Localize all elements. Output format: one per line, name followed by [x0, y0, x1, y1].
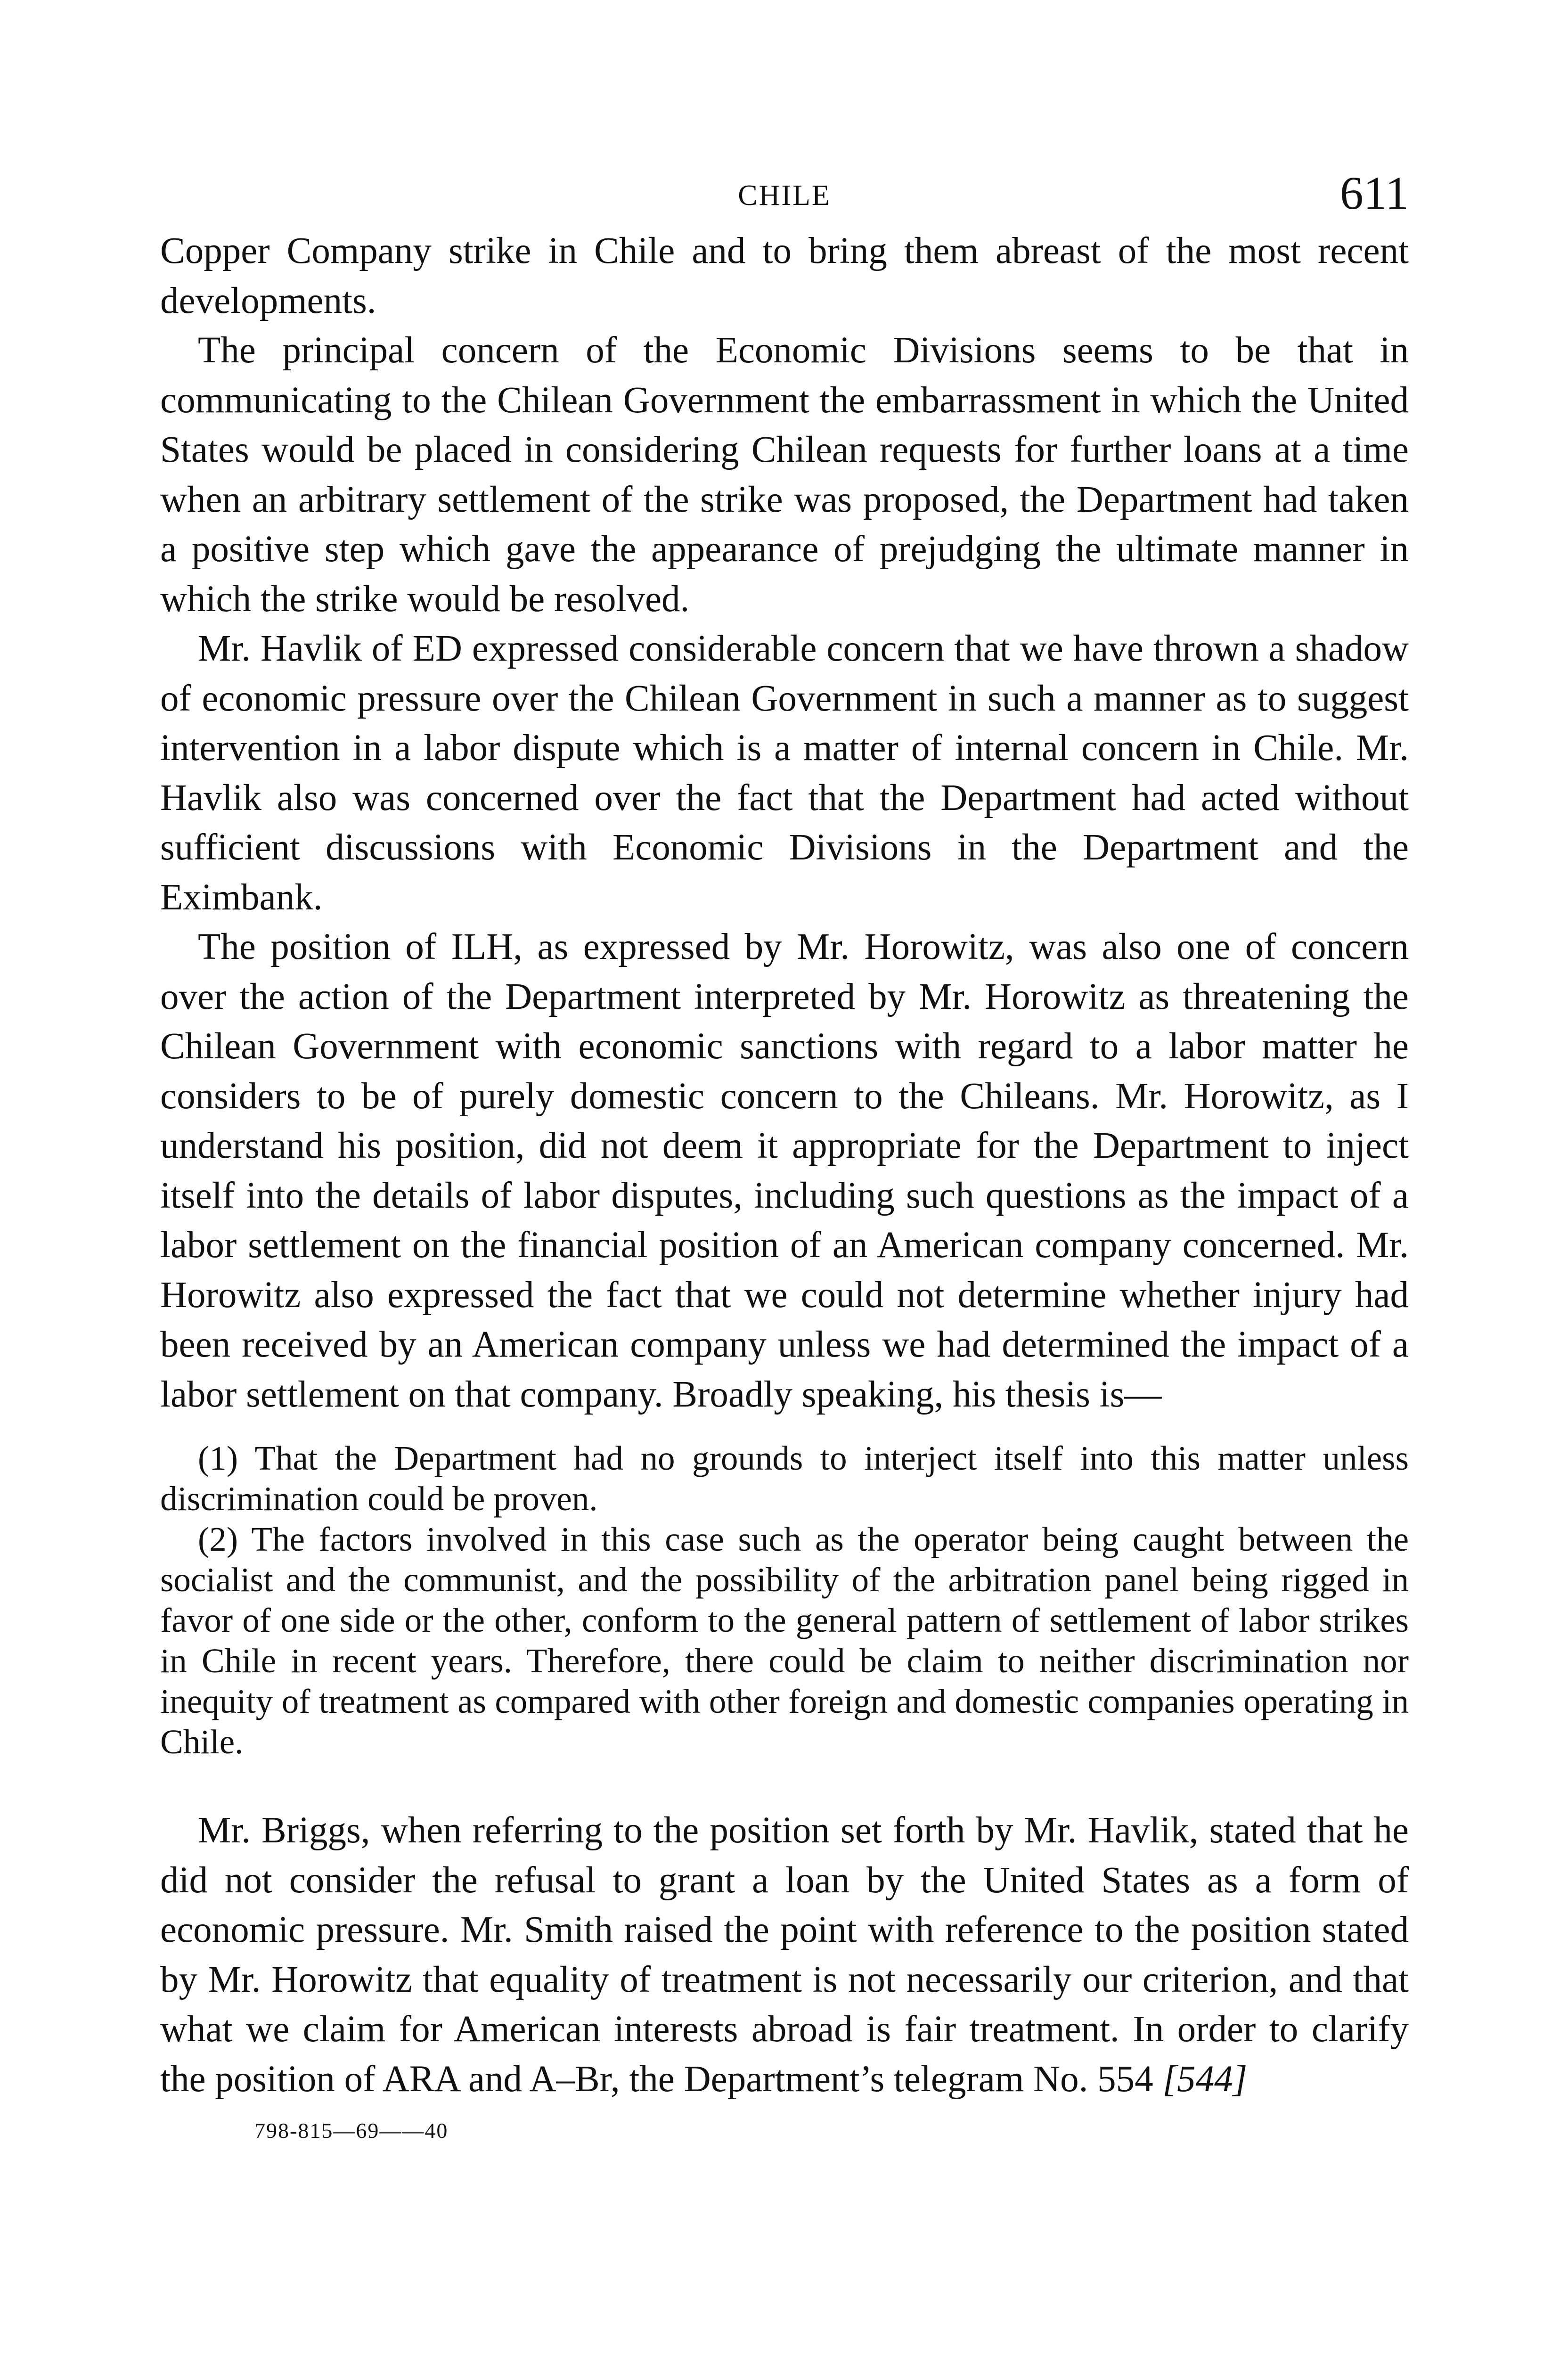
quoted-points [160, 1438, 1409, 1762]
paragraph-continuation: Copper Company strike in Chile and to bring them abreast of the most recent developments. [160, 230, 1409, 321]
closing-section [160, 1806, 1409, 2104]
quoted-point-1: (1) That the Department had no grounds to interject itself into this matter unless discrimination could be proven. [160, 1439, 1409, 1518]
bracketed-telegram-note: [544] [1162, 2058, 1248, 2100]
page-number: 611 [1339, 167, 1409, 219]
paragraph-horowitz: The position of ILH, as expressed by Mr. Horowitz, was also one of concern over the action of the Department interpreted by Mr. Horowitz as threatening the Chilean Government with economic sanctions with regard to a labor matter he considers to be of purely domestic concern to the Chileans. Mr. Horowitz, as I understand his position, did not deem it appropriate for the Department to inject itself into the details of labor disputes, including such questions as the impact of a labor settlement on the financial position of an American company concerned. Mr. Horowitz also expressed the fact that we could not determine whether injury had been received by an American company unless we had determined the impact of a labor settlement on that company. Broadly speaking, his thesis is— [160, 926, 1409, 1415]
paragraph-briggs-text: Mr. Briggs, when referring to the position set forth by Mr. Havlik, stated that he did not consider the refusal to grant a loan by the United States as a form of economic pressure. Mr. Smith raised the point with reference to the position stated by Mr. Horowitz that equality of treatment is not necessarily our criterion, and that what we claim for American interests abroad is fair treatment. In order to clarify the position of ARA and A–Br, the Department’s telegram No. 554 [160, 1810, 1409, 2100]
paragraph-havlik: Mr. Havlik of ED expressed considerable concern that we have thrown a shadow of economic pressure over the Chilean Government in such a manner as to suggest intervention in a labor dispute which is a matter of internal concern in Chile. Mr. Havlik also was concerned over the fact that the Department had acted without sufficient discussions with Economic Divisions in the Department and the Eximbank. [160, 628, 1409, 918]
quoted-point-2: (2) The factors involved in this case such as the operator being caught between the socialist and the communist, and the possibility of the arbitration panel being rigged in favor of one side or the other, conform to the general pattern of settlement of labor strikes in Chile in recent years. Therefore, there could be claim to neither discrimination nor inequity of treatment as compared with other foreign and domestic companies operating in Chile. [160, 1520, 1409, 1761]
running-head [160, 155, 1409, 226]
paragraph-briggs [160, 1806, 1409, 2104]
paragraph-economic-divisions: The principal concern of the Economic Divisions seems to be that in communicating to the Chilean Government the embarrassment in which the United States would be placed in considering Chilean requests for further loans at a time when an arbitrary settlement of the strike was proposed, the Department had taken a positive step which gave the appearance of prejudging the ultimate manner in which the strike would be resolved. [160, 330, 1409, 620]
print-code: 798-815—69——40 [254, 2119, 449, 2143]
body-text [160, 226, 1409, 1419]
document-page [160, 155, 1409, 2143]
running-title: CHILE [738, 180, 831, 212]
